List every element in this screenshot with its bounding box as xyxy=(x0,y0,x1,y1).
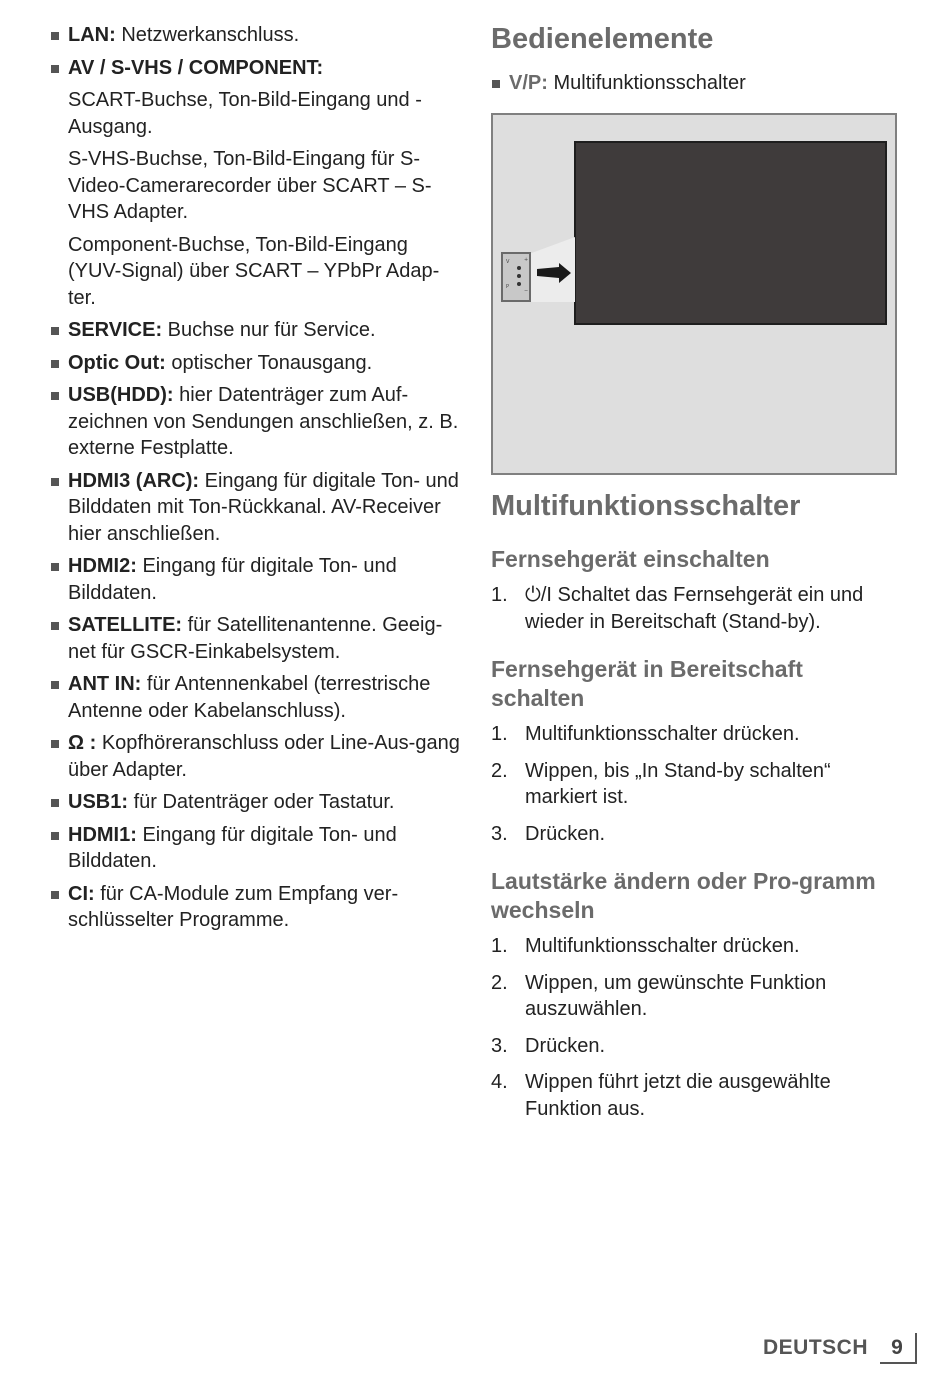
term: HDMI1: xyxy=(68,823,137,846)
term: USB(HDD): xyxy=(68,384,174,406)
bullet-square-icon xyxy=(51,563,59,571)
page-number-rule xyxy=(915,1333,917,1364)
bullet-square-icon xyxy=(51,622,59,630)
bullet-square-icon xyxy=(51,360,59,368)
step-text: Wippen führt jetzt die ausgewählte Funktion aus. xyxy=(525,1071,831,1120)
list-item-optic-out xyxy=(50,350,465,377)
bullet-square-icon xyxy=(51,832,59,840)
term: HDMI2: xyxy=(68,555,137,577)
step-item xyxy=(491,933,901,960)
list-item-usb-hdd xyxy=(50,382,465,462)
step-number: 3. xyxy=(491,822,508,845)
step-text: Drücken. xyxy=(525,822,606,845)
switch-label-minus: − xyxy=(524,288,529,294)
page-number: 9 xyxy=(891,1336,903,1359)
bullet-square-icon xyxy=(492,80,500,88)
list-item-ant-in xyxy=(50,671,465,724)
heading-multifunction-switch: Multifunktionsschalter xyxy=(491,490,801,522)
av-paragraph-svhs: S-VHS-Buchse, Ton-Bild-Eingang für S-Video-Camerarecorder über SCART – S-VHS Adapter. xyxy=(68,148,432,223)
description: für Satellitenantenne. Geeig-net für GSCR-Einkabelsystem. xyxy=(68,614,443,663)
term: SERVICE: xyxy=(68,319,163,341)
description: für CA-Module zum Empfang ver-schlüsselter Programme. xyxy=(68,882,399,931)
step-text: Wippen, um gewünschte Funktion auszuwählen. xyxy=(525,971,827,1020)
term: USB1: xyxy=(68,791,129,813)
bullet-square-icon xyxy=(51,799,59,807)
switch-dot xyxy=(517,282,521,286)
step-text: Multifunktionsschalter drücken. xyxy=(525,723,800,745)
description: Eingang für digitale Ton- und Bilddaten. xyxy=(68,555,397,604)
term: LAN: xyxy=(68,24,116,46)
description: Netzwerkanschluss. xyxy=(115,24,300,46)
list-item-av xyxy=(50,55,465,82)
term: HDMI3 (ARC): xyxy=(68,469,200,492)
list-item-hdmi2 xyxy=(50,553,465,606)
step-item xyxy=(491,1033,901,1060)
step-number: 1. xyxy=(491,584,508,606)
step-item xyxy=(491,970,901,1023)
step-number: 1. xyxy=(491,723,508,745)
list-item-hdmi3 xyxy=(50,468,465,548)
description: Multifunktionsschalter xyxy=(547,72,746,94)
description: Eingang für digitale Ton- und Bilddaten. xyxy=(68,823,397,872)
right-column xyxy=(491,22,901,1132)
switch-label-v: V xyxy=(506,259,510,265)
list-item-headphones xyxy=(50,730,465,783)
step-text: Multifunktionsschalter drücken. xyxy=(525,935,800,957)
bullet-square-icon xyxy=(51,478,59,486)
heading-standby: Fernsehgerät in Bereitschaft schalten xyxy=(491,656,803,711)
heading-controls: Bedienelemente xyxy=(491,23,714,55)
step-number: 2. xyxy=(491,759,508,782)
switch-dot xyxy=(517,266,521,270)
heading-volume-program: Lautstärke ändern oder Pro-gramm wechseln xyxy=(491,868,876,923)
step-item xyxy=(491,758,901,811)
tv-screen-illustration xyxy=(574,141,887,325)
bullet-square-icon xyxy=(51,891,59,899)
steps-volume-program xyxy=(491,933,901,1122)
headphones-icon: Ω : xyxy=(68,732,97,754)
list-item-service xyxy=(50,317,465,344)
switch-label-plus: + xyxy=(524,257,529,263)
bullet-square-icon xyxy=(51,327,59,335)
step-text: Drücken. xyxy=(525,1034,606,1057)
page-number-underline xyxy=(880,1362,916,1364)
step-text: Wippen, bis „In Stand-by schalten“ markiert ist. xyxy=(525,759,831,808)
list-item-ci xyxy=(50,881,465,934)
switch-dot xyxy=(517,274,521,278)
left-column xyxy=(50,22,465,940)
term: CI: xyxy=(68,882,95,905)
steps-switch-on xyxy=(491,582,901,635)
bullet-square-icon xyxy=(51,681,59,689)
list-item-satellite xyxy=(50,612,465,665)
list-item-lan xyxy=(50,22,465,49)
step-number: 2. xyxy=(491,971,508,994)
heading-switch-on: Fernsehgerät einschalten xyxy=(491,546,770,572)
description: Buchse nur für Service. xyxy=(162,319,376,341)
description: für Datenträger oder Tastatur. xyxy=(128,791,395,813)
list-item-vp xyxy=(491,70,901,96)
step-item xyxy=(491,582,901,635)
bullet-square-icon xyxy=(51,740,59,748)
step-item xyxy=(491,1069,901,1122)
tv-figure xyxy=(491,113,897,475)
bullet-square-icon xyxy=(51,32,59,40)
bullet-square-icon xyxy=(51,65,59,73)
step-number: 3. xyxy=(491,1034,508,1057)
term: Optic Out: xyxy=(68,351,166,374)
multifunction-switch-illustration xyxy=(501,252,531,302)
description: optischer Tonausgang. xyxy=(165,351,373,374)
av-paragraph-scart: SCART-Buchse, Ton-Bild-Eingang und -Ausgang. xyxy=(68,89,422,138)
bullet-square-icon xyxy=(51,392,59,400)
description: hier Datenträger zum Auf-zeichnen von Sendungen anschließen, z. B. externe Festplatte. xyxy=(68,384,459,459)
step-text: ⏻/I Schaltet das Fernsehgerät ein und wieder in Bereitschaft (Stand-by). xyxy=(525,584,864,633)
term: V/P: xyxy=(509,72,548,94)
description: Eingang für digitale Ton- und Bilddaten mit Ton-Rückkanal. AV-Receiver hier anschließen. xyxy=(68,469,459,545)
step-number: 1. xyxy=(491,935,508,957)
switch-label-p: P xyxy=(506,284,510,290)
step-item xyxy=(491,821,901,848)
term: AV / S-VHS / COMPONENT: xyxy=(68,56,324,79)
list-item-usb1 xyxy=(50,789,465,816)
term: SATELLITE: xyxy=(68,614,183,636)
steps-standby xyxy=(491,721,901,847)
arrow-right-icon xyxy=(537,263,571,283)
step-number: 4. xyxy=(491,1071,508,1093)
term: ANT IN: xyxy=(68,673,142,695)
description: Kopfhöreranschluss oder Line-Aus-gang über Adapter. xyxy=(68,732,460,781)
list-item-hdmi1 xyxy=(50,822,465,875)
footer-language: DEUTSCH xyxy=(763,1336,869,1359)
step-item xyxy=(491,721,901,748)
av-paragraph-component: Component-Buchse, Ton-Bild-Eingang (YUV-Signal) über SCART – YPbPr Adap-ter. xyxy=(68,233,440,309)
description: für Antennenkabel (terrestrische Antenne oder Kabelanschluss). xyxy=(68,673,431,722)
